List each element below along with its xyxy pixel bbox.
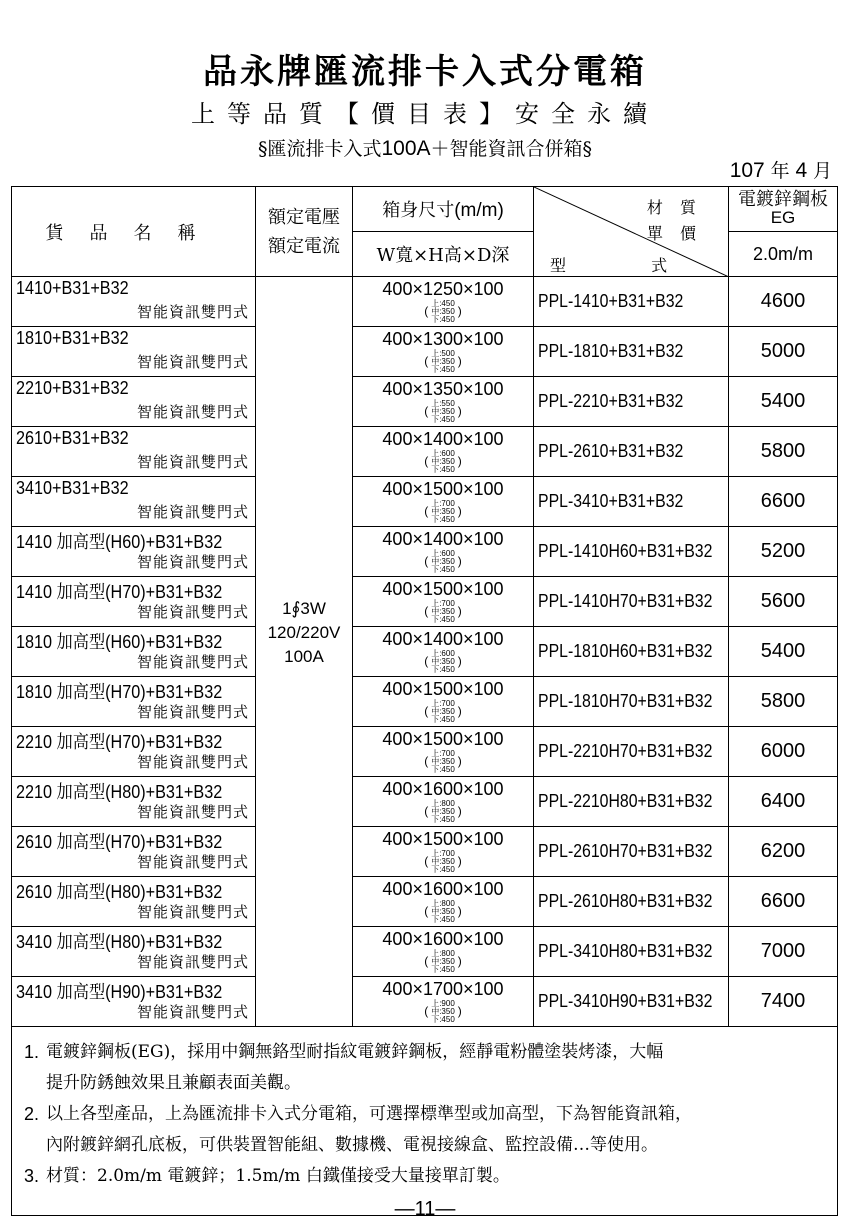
page-subtitle: 上等品質【價目表】安全永續 xyxy=(191,100,659,128)
row-split: (上:700 中:350 下:450) xyxy=(424,499,462,524)
row-split: (上:800 中:350 下:450) xyxy=(424,799,462,824)
row-code: 1810 加高型(H70)+B31+B32 xyxy=(16,682,223,702)
row-model: PPL-1810H70+B31+B32 xyxy=(538,691,713,711)
row-split: (上:900 中:350 下:450) xyxy=(424,999,462,1024)
spec-phase: 1∮3W xyxy=(282,599,326,618)
table-row xyxy=(12,377,838,427)
row-split-values xyxy=(431,750,455,774)
row-dim: 400×1500×100 xyxy=(382,679,504,699)
row-code: 3410 加高型(H90)+B31+B32 xyxy=(16,982,223,1002)
row-dim: 400×1500×100 xyxy=(382,729,504,749)
row-model-cell xyxy=(534,427,729,477)
row-model: PPL-3410H90+B31+B32 xyxy=(538,991,713,1011)
row-mid: 中:350 xyxy=(431,607,455,616)
row-model: PPL-3410+B31+B32 xyxy=(538,491,684,511)
row-top: 上:600 xyxy=(431,449,455,458)
row-model-cell xyxy=(534,327,729,377)
row-code: 2210 加高型(H80)+B31+B32 xyxy=(16,782,223,802)
row-desc: 智能資訊雙門式 xyxy=(136,1003,249,1021)
row-split-values xyxy=(431,600,455,624)
row-split-values xyxy=(431,1000,455,1024)
row-name-cell xyxy=(12,577,256,627)
table-row xyxy=(12,727,838,777)
row-split-values xyxy=(431,550,455,574)
row-model: PPL-2610H80+B31+B32 xyxy=(538,891,713,911)
row-top: 上:700 xyxy=(431,749,455,758)
row-bot: 下:450 xyxy=(431,415,455,424)
row-name-cell xyxy=(12,727,256,777)
row-model-cell xyxy=(534,577,729,627)
row-bot: 下:450 xyxy=(431,615,455,624)
material-name: 電鍍鋅鋼板 xyxy=(738,189,828,210)
row-code: 2210 加高型(H70)+B31+B32 xyxy=(16,732,223,752)
spec-current: 100A xyxy=(284,647,324,666)
row-mid: 中:350 xyxy=(431,807,455,816)
row-code: 1410 加高型(H60)+B31+B32 xyxy=(16,532,223,552)
row-size-cell xyxy=(353,727,534,777)
row-size-cell xyxy=(353,377,534,427)
subtitle2-pre: §匯流排卡入式 xyxy=(257,138,382,160)
row-model: PPL-1810H60+B31+B32 xyxy=(538,641,713,661)
row-dim: 400×1400×100 xyxy=(382,629,504,649)
row-model: PPL-1410+B31+B32 xyxy=(538,291,684,311)
row-dim: 400×1500×100 xyxy=(382,479,504,499)
row-dim: 400×1600×100 xyxy=(382,779,504,799)
row-dim: 400×1500×100 xyxy=(382,829,504,849)
page-subtitle-2 xyxy=(0,134,850,161)
row-desc: 智能資訊雙門式 xyxy=(136,703,249,721)
table-row xyxy=(12,277,838,327)
row-model: PPL-2610H70+B31+B32 xyxy=(538,841,713,861)
row-desc: 智能資訊雙門式 xyxy=(136,853,249,871)
row-price: 5400 xyxy=(729,377,838,427)
note-item xyxy=(24,1161,825,1192)
row-model-cell xyxy=(534,727,729,777)
row-desc: 智能資訊雙門式 xyxy=(136,653,249,671)
row-code: 2210+B31+B32 xyxy=(16,378,129,398)
spec-voltage: 120/220V xyxy=(267,623,341,642)
row-split-values xyxy=(431,650,455,674)
row-split-values xyxy=(431,400,455,424)
row-price: 5800 xyxy=(729,427,838,477)
row-split: (上:800 中:350 下:450) xyxy=(424,949,462,974)
row-split: (上:600 中:350 下:450) xyxy=(424,649,462,674)
row-model: PPL-1810+B31+B32 xyxy=(538,341,684,361)
row-name-cell xyxy=(12,977,256,1027)
header-model-label: 型 式 xyxy=(550,256,708,275)
row-name-cell xyxy=(12,277,256,327)
table-row xyxy=(12,527,838,577)
row-top: 上:900 xyxy=(431,999,455,1008)
row-name-cell xyxy=(12,877,256,927)
date-label xyxy=(730,156,832,183)
row-split: (上:450 中:350 下:450) xyxy=(424,299,462,324)
row-bot: 下:450 xyxy=(431,765,455,774)
row-name-cell xyxy=(12,527,256,577)
header-name: 貨品名稱 xyxy=(12,187,256,277)
row-mid: 中:350 xyxy=(431,907,455,916)
row-split-values xyxy=(431,900,455,924)
row-split-values xyxy=(431,700,455,724)
row-code: 2610 加高型(H80)+B31+B32 xyxy=(16,882,223,902)
spec-cell xyxy=(256,277,353,1027)
row-name-cell xyxy=(12,827,256,877)
row-desc: 智能資訊雙門式 xyxy=(136,803,249,821)
row-split: (上:600 中:350 下:450) xyxy=(424,549,462,574)
table-row xyxy=(12,327,838,377)
row-split-values xyxy=(431,450,455,474)
note-line-1: 材質：2.0m/m 電鍍鋅；1.5m/m 白鐵僅接受大量接單訂製。 xyxy=(46,1166,510,1186)
row-bot: 下:450 xyxy=(431,865,455,874)
row-desc: 智能資訊雙門式 xyxy=(136,603,249,621)
row-bot: 下:450 xyxy=(431,915,455,924)
table-row xyxy=(12,627,838,677)
row-code: 2610 加高型(H70)+B31+B32 xyxy=(16,832,223,852)
row-size-cell xyxy=(353,627,534,677)
row-size-cell xyxy=(353,877,534,927)
row-model-cell xyxy=(534,477,729,527)
row-price: 6600 xyxy=(729,477,838,527)
row-model: PPL-1410H60+B31+B32 xyxy=(538,541,713,561)
row-split: (上:550 中:350 下:450) xyxy=(424,399,462,424)
row-mid: 中:350 xyxy=(431,707,455,716)
row-code: 1410+B31+B32 xyxy=(16,278,129,298)
row-bot: 下:450 xyxy=(431,515,455,524)
date-year-unit: 年 xyxy=(770,160,790,182)
row-split: (上:700 中:350 下:450) xyxy=(424,749,462,774)
note-line-2: 提升防銹蝕效果且兼顧表面美觀。 xyxy=(46,1073,301,1093)
row-size-cell xyxy=(353,327,534,377)
header-size-dims: W寬×H高×D深 xyxy=(353,232,534,277)
row-model-cell xyxy=(534,977,729,1027)
row-model-cell xyxy=(534,677,729,727)
row-model: PPL-2210+B31+B32 xyxy=(538,391,684,411)
row-top: 上:800 xyxy=(431,899,455,908)
row-size-cell xyxy=(353,777,534,827)
row-model: PPL-2210H70+B31+B32 xyxy=(538,741,713,761)
row-size-cell xyxy=(353,477,534,527)
row-desc: 智能資訊雙門式 xyxy=(136,353,249,371)
header-price-label: 單 價 xyxy=(646,224,702,243)
table-row xyxy=(12,777,838,827)
row-top: 上:800 xyxy=(431,799,455,808)
table-row xyxy=(12,927,838,977)
row-price: 5600 xyxy=(729,577,838,627)
row-bot: 下:450 xyxy=(431,465,455,474)
row-split-values xyxy=(431,300,455,324)
row-model: PPL-2210H80+B31+B32 xyxy=(538,791,713,811)
row-mid: 中:350 xyxy=(431,457,455,466)
row-size-cell xyxy=(353,277,534,327)
row-top: 上:700 xyxy=(431,599,455,608)
row-size-cell xyxy=(353,677,534,727)
row-dim: 400×1350×100 xyxy=(382,379,504,399)
row-code: 3410 加高型(H80)+B31+B32 xyxy=(16,932,223,952)
row-model-cell xyxy=(534,277,729,327)
row-dim: 400×1300×100 xyxy=(382,329,504,349)
row-desc: 智能資訊雙門式 xyxy=(136,403,249,421)
table-row xyxy=(12,827,838,877)
row-desc: 智能資訊雙門式 xyxy=(136,953,249,971)
row-size-cell xyxy=(353,927,534,977)
row-price: 5400 xyxy=(729,627,838,677)
row-mid: 中:350 xyxy=(431,857,455,866)
price-table xyxy=(11,186,838,1216)
row-dim: 400×1600×100 xyxy=(382,879,504,899)
note-number: 1. xyxy=(24,1042,40,1062)
row-mid: 中:350 xyxy=(431,357,455,366)
header-current: 額定電流 xyxy=(268,235,340,257)
row-top: 上:700 xyxy=(431,499,455,508)
header-size-unit: (m/m) xyxy=(454,200,504,221)
row-bot: 下:450 xyxy=(431,1015,455,1024)
row-desc: 智能資訊雙門式 xyxy=(136,503,249,521)
row-split: (上:800 中:350 下:450) xyxy=(424,899,462,924)
row-price: 5800 xyxy=(729,677,838,727)
row-bot: 下:450 xyxy=(431,665,455,674)
row-split-values xyxy=(431,500,455,524)
row-size-cell xyxy=(353,577,534,627)
row-size-cell xyxy=(353,427,534,477)
row-name-cell xyxy=(12,477,256,527)
row-model-cell xyxy=(534,877,729,927)
note-line-1: 電鍍鋅鋼板(EG)，採用中鋼無鉻型耐指紋電鍍鋅鋼板，經靜電粉體塗裝烤漆，大幅 xyxy=(46,1042,664,1062)
row-bot: 下:450 xyxy=(431,365,455,374)
row-dim: 400×1400×100 xyxy=(382,429,504,449)
row-model: PPL-1410H70+B31+B32 xyxy=(538,591,713,611)
note-number: 3. xyxy=(24,1166,40,1186)
row-mid: 中:350 xyxy=(431,957,455,966)
header-size-title: 箱身尺寸 xyxy=(382,200,455,221)
row-mid: 中:350 xyxy=(431,1007,455,1016)
row-code: 1810 加高型(H60)+B31+B32 xyxy=(16,632,223,652)
table-row xyxy=(12,677,838,727)
row-price: 7000 xyxy=(729,927,838,977)
row-name-cell xyxy=(12,677,256,727)
row-price: 4600 xyxy=(729,277,838,327)
row-price: 6400 xyxy=(729,777,838,827)
note-line-1: 以上各型產品，上為匯流排卡入式分電箱，可選擇標準型或加高型，下為智能資訊箱， xyxy=(46,1104,692,1124)
header-material xyxy=(729,187,838,232)
row-split: (上:700 中:350 下:450) xyxy=(424,699,462,724)
header-rating xyxy=(256,187,353,277)
row-split-values xyxy=(431,950,455,974)
row-model: PPL-3410H80+B31+B32 xyxy=(538,941,713,961)
header-diagonal xyxy=(534,187,729,277)
row-desc: 智能資訊雙門式 xyxy=(136,453,249,471)
row-mid: 中:350 xyxy=(431,307,455,316)
row-top: 上:600 xyxy=(431,549,455,558)
row-dim: 400×1500×100 xyxy=(382,579,504,599)
row-dim: 400×1250×100 xyxy=(382,279,504,299)
page-title: 品永牌匯流排卡入式分電箱 xyxy=(203,52,647,92)
row-mid: 中:350 xyxy=(431,407,455,416)
row-bot: 下:450 xyxy=(431,565,455,574)
table-row xyxy=(12,977,838,1027)
row-split: (上:700 中:350 下:450) xyxy=(424,849,462,874)
note-item xyxy=(24,1099,825,1161)
note-number: 2. xyxy=(24,1104,40,1124)
row-top: 上:500 xyxy=(431,349,455,358)
row-model-cell xyxy=(534,777,729,827)
header-material-label: 材 質 xyxy=(646,198,702,217)
row-top: 上:600 xyxy=(431,649,455,658)
row-price: 5200 xyxy=(729,527,838,577)
row-mid: 中:350 xyxy=(431,557,455,566)
row-code: 3410+B31+B32 xyxy=(16,478,129,498)
row-split-values xyxy=(431,350,455,374)
row-dim: 400×1600×100 xyxy=(382,929,504,949)
row-model-cell xyxy=(534,527,729,577)
table-row xyxy=(12,427,838,477)
row-name-cell xyxy=(12,927,256,977)
row-split: (上:700 中:350 下:450) xyxy=(424,599,462,624)
row-price: 6200 xyxy=(729,827,838,877)
header-size xyxy=(353,187,534,232)
row-bot: 下:450 xyxy=(431,315,455,324)
notes-cell xyxy=(12,1027,838,1216)
row-dim: 400×1700×100 xyxy=(382,979,504,999)
row-desc: 智能資訊雙門式 xyxy=(136,753,249,771)
row-top: 上:550 xyxy=(431,399,455,408)
row-top: 上:800 xyxy=(431,949,455,958)
row-name-cell xyxy=(12,327,256,377)
row-top: 上:700 xyxy=(431,699,455,708)
material-code: EG xyxy=(770,208,796,227)
row-size-cell xyxy=(353,827,534,877)
subtitle2-num: 100A xyxy=(381,137,431,160)
row-name-cell xyxy=(12,377,256,427)
date-month-unit: 月 xyxy=(812,160,832,182)
row-name-cell xyxy=(12,427,256,477)
date-month: 4 xyxy=(795,159,808,182)
row-bot: 下:450 xyxy=(431,715,455,724)
table-row xyxy=(12,577,838,627)
row-size-cell xyxy=(353,977,534,1027)
row-code: 2610+B31+B32 xyxy=(16,428,129,448)
row-split-values xyxy=(431,800,455,824)
row-mid: 中:350 xyxy=(431,657,455,666)
row-model-cell xyxy=(534,827,729,877)
row-price: 6600 xyxy=(729,877,838,927)
row-bot: 下:450 xyxy=(431,815,455,824)
row-split: (上:500 中:350 下:450) xyxy=(424,349,462,374)
row-code: 1810+B31+B32 xyxy=(16,328,129,348)
row-model: PPL-2610+B31+B32 xyxy=(538,441,684,461)
row-code: 1410 加高型(H70)+B31+B32 xyxy=(16,582,223,602)
date-year: 107 xyxy=(729,159,765,182)
row-top: 上:450 xyxy=(431,299,455,308)
note-item xyxy=(24,1037,825,1099)
row-price: 6000 xyxy=(729,727,838,777)
row-desc: 智能資訊雙門式 xyxy=(136,903,249,921)
table-row xyxy=(12,877,838,927)
row-mid: 中:350 xyxy=(431,757,455,766)
row-desc: 智能資訊雙門式 xyxy=(136,303,249,321)
row-model-cell xyxy=(534,627,729,677)
table-row xyxy=(12,477,838,527)
subtitle2-post: ＋智能資訊合併箱§ xyxy=(430,138,593,160)
row-price: 7400 xyxy=(729,977,838,1027)
row-desc: 智能資訊雙門式 xyxy=(136,553,249,571)
page-number: —11— xyxy=(394,1198,456,1220)
note-line-2: 內附鍍鋅網孔底板，可供裝置智能組、數據機、電視接線盒、監控設備…等使用。 xyxy=(46,1135,658,1155)
row-size-cell xyxy=(353,527,534,577)
header-thickness: 2.0m/m xyxy=(729,232,838,277)
row-model-cell xyxy=(534,927,729,977)
row-bot: 下:450 xyxy=(431,965,455,974)
row-mid: 中:350 xyxy=(431,507,455,516)
header-voltage: 額定電壓 xyxy=(268,206,340,228)
row-name-cell xyxy=(12,777,256,827)
row-top: 上:700 xyxy=(431,849,455,858)
row-name-cell xyxy=(12,627,256,677)
row-model-cell xyxy=(534,377,729,427)
row-split-values xyxy=(431,850,455,874)
row-split: (上:600 中:350 下:450) xyxy=(424,449,462,474)
notes-row xyxy=(12,1027,838,1216)
row-dim: 400×1400×100 xyxy=(382,529,504,549)
row-price: 5000 xyxy=(729,327,838,377)
